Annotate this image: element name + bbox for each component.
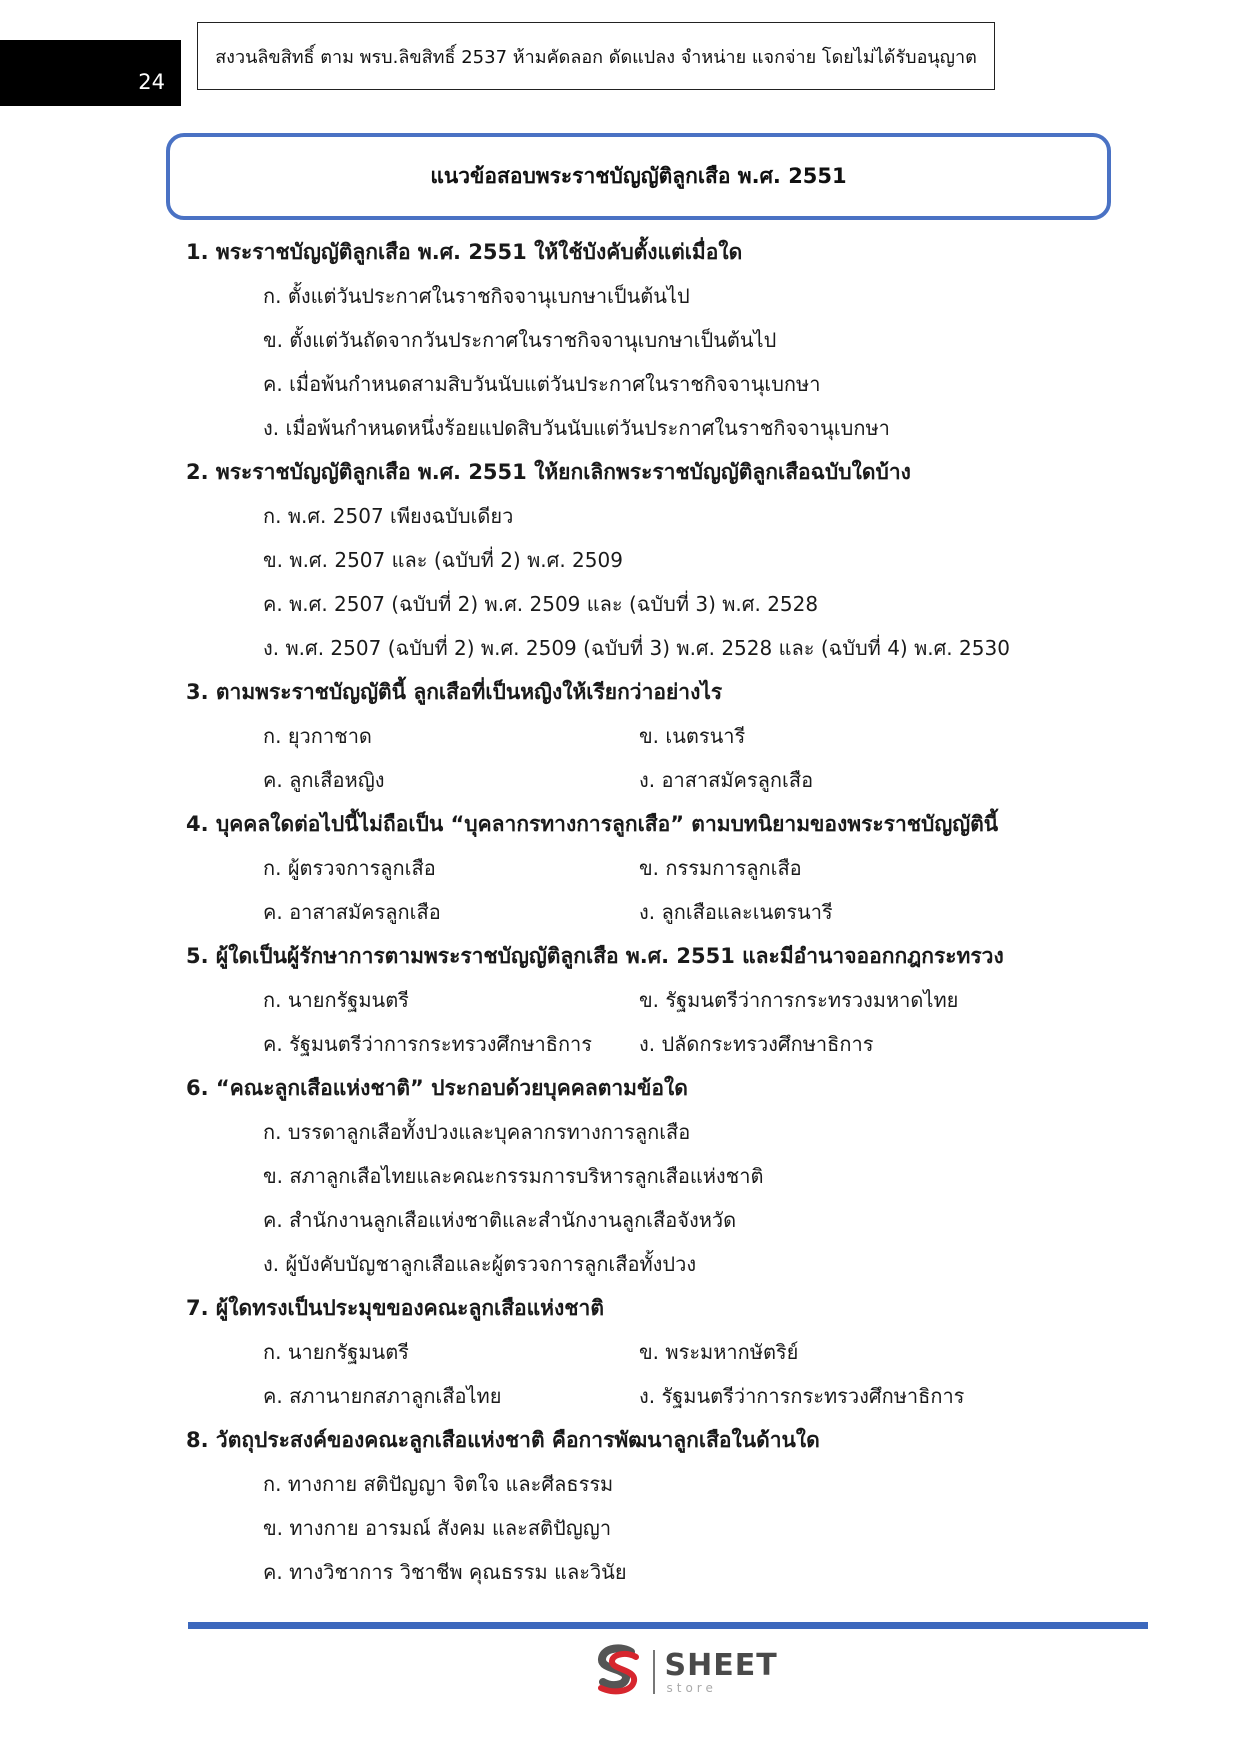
option-2-b: ข. พ.ศ. 2507 และ (ฉบับที่ 2) พ.ศ. 2509 — [263, 548, 623, 572]
page-title: แนวข้อสอบพระราชบัญญัติลูกเสือ พ.ศ. 2551 — [430, 164, 847, 188]
option-row — [186, 846, 1186, 890]
question-2: 2. พระราชบัญญัติลูกเสือ พ.ศ. 2551 ให้ยกเลิกพระราชบัญญัติลูกเสือฉบับใดบ้าง — [186, 460, 911, 484]
questions-list — [186, 230, 1186, 1594]
option-8-b: ข. ทางกาย อารมณ์ สังคม และสติปัญญา — [263, 1516, 612, 1540]
option-4-a: ก. ผู้ตรวจการลูกเสือ — [263, 856, 436, 880]
option-1-c: ค. เมื่อพ้นกำหนดสามสิบวันนับแต่วันประกาศในราชกิจจานุเบกษา — [263, 372, 821, 396]
logo-word: SHEET — [664, 1647, 778, 1683]
question-3: 3. ตามพระราชบัญญัตินี้ ลูกเสือที่เป็นหญิงให้เรียกว่าอย่างไร — [186, 680, 723, 704]
option-row — [186, 1022, 1186, 1066]
copyright-text: สงวนลิขสิทธิ์ ตาม พรบ.ลิขสิทธิ์ 2537 ห้ามคัดลอก ดัดแปลง จำหน่าย แจกจ่าย โดยไม่ได้รับอนุญาต — [215, 46, 977, 68]
option-2-a: ก. พ.ศ. 2507 เพียงฉบับเดียว — [263, 504, 514, 528]
page-number-box — [0, 40, 181, 106]
s-logo-icon — [593, 1644, 643, 1700]
option-1-a: ก. ตั้งแต่วันประกาศในราชกิจจานุเบกษาเป็นต้นไป — [263, 284, 690, 308]
option-4-b: ข. กรรมการลูกเสือ — [639, 856, 802, 880]
question-7: 7. ผู้ใดทรงเป็นประมุขของคณะลูกเสือแห่งชาติ — [186, 1296, 604, 1320]
option-5-c: ค. รัฐมนตรีว่าการกระทรวงศึกษาธิการ — [263, 1032, 593, 1056]
option-row — [186, 890, 1186, 934]
page-title-box — [166, 133, 1111, 220]
option-1-d: ง. เมื่อพ้นกำหนดหนึ่งร้อยแปดสิบวันนับแต่วันประกาศในราชกิจจานุเบกษา — [263, 416, 890, 440]
question-1: 1. พระราชบัญญัติลูกเสือ พ.ศ. 2551 ให้ใช้บังคับตั้งแต่เมื่อใด — [186, 240, 743, 264]
copyright-notice — [197, 22, 995, 90]
option-6-a: ก. บรรดาลูกเสือทั้งปวงและบุคลากรทางการลูกเสือ — [263, 1120, 691, 1144]
option-3-b: ข. เนตรนารี — [639, 724, 746, 748]
logo-divider — [653, 1650, 655, 1694]
option-row — [186, 714, 1186, 758]
question-8: 8. วัตถุประสงค์ของคณะลูกเสือแห่งชาติ คือการพัฒนาลูกเสือในด้านใด — [186, 1428, 820, 1452]
option-5-a: ก. นายกรัฐมนตรี — [263, 988, 409, 1012]
footer-rule — [188, 1622, 1148, 1629]
option-2-d: ง. พ.ศ. 2507 (ฉบับที่ 2) พ.ศ. 2509 (ฉบับที่ 3) พ.ศ. 2528 และ (ฉบับที่ 4) พ.ศ. 2530 — [263, 636, 1010, 660]
logo-text — [664, 1647, 778, 1695]
question-6: 6. “คณะลูกเสือแห่งชาติ” ประกอบด้วยบุคคลตามข้อใด — [186, 1076, 688, 1100]
option-row — [186, 978, 1186, 1022]
option-2-c: ค. พ.ศ. 2507 (ฉบับที่ 2) พ.ศ. 2509 และ (ฉบับที่ 3) พ.ศ. 2528 — [263, 592, 819, 616]
option-6-c: ค. สำนักงานลูกเสือแห่งชาติและสำนักงานลูกเสือจังหวัด — [263, 1208, 737, 1232]
option-3-a: ก. ยุวกาชาด — [263, 724, 372, 748]
option-3-c: ค. ลูกเสือหญิง — [263, 768, 385, 792]
option-1-b: ข. ตั้งแต่วันถัดจากวันประกาศในราชกิจจานุเบกษาเป็นต้นไป — [263, 328, 777, 352]
option-row — [186, 758, 1186, 802]
option-7-c: ค. สภานายกสภาลูกเสือไทย — [263, 1384, 502, 1408]
option-7-d: ง. รัฐมนตรีว่าการกระทรวงศึกษาธิการ — [639, 1384, 965, 1408]
option-8-c: ค. ทางวิชาการ วิชาชีพ คุณธรรม และวินัย — [263, 1560, 627, 1584]
logo-subword: store — [666, 1680, 717, 1695]
option-8-a: ก. ทางกาย สติปัญญา จิตใจ และศีลธรรม — [263, 1472, 614, 1496]
option-row — [186, 1374, 1186, 1418]
option-4-d: ง. ลูกเสือและเนตรนารี — [639, 900, 833, 924]
option-row — [186, 1330, 1186, 1374]
option-6-b: ข. สภาลูกเสือไทยและคณะกรรมการบริหารลูกเสือแห่งชาติ — [263, 1164, 764, 1188]
option-4-c: ค. อาสาสมัครลูกเสือ — [263, 900, 441, 924]
option-5-d: ง. ปลัดกระทรวงศึกษาธิการ — [639, 1032, 874, 1056]
option-7-b: ข. พระมหากษัตริย์ — [639, 1340, 799, 1364]
option-5-b: ข. รัฐมนตรีว่าการกระทรวงมหาดไทย — [639, 988, 959, 1012]
question-4: 4. บุคคลใดต่อไปนี้ไม่ถือเป็น “บุคลากรทางการลูกเสือ” ตามบทนิยามของพระราชบัญญัตินี้ — [186, 812, 999, 836]
option-7-a: ก. นายกรัฐมนตรี — [263, 1340, 409, 1364]
option-3-d: ง. อาสาสมัครลูกเสือ — [639, 768, 814, 792]
option-6-d: ง. ผู้บังคับบัญชาลูกเสือและผู้ตรวจการลูกเสือทั้งปวง — [263, 1252, 697, 1276]
question-5: 5. ผู้ใดเป็นผู้รักษาการตามพระราชบัญญัติลูกเสือ พ.ศ. 2551 และมีอำนาจออกกฎกระทรวง — [186, 944, 1004, 968]
page-number: 24 — [138, 70, 165, 94]
sheet-store-logo — [593, 1644, 778, 1700]
